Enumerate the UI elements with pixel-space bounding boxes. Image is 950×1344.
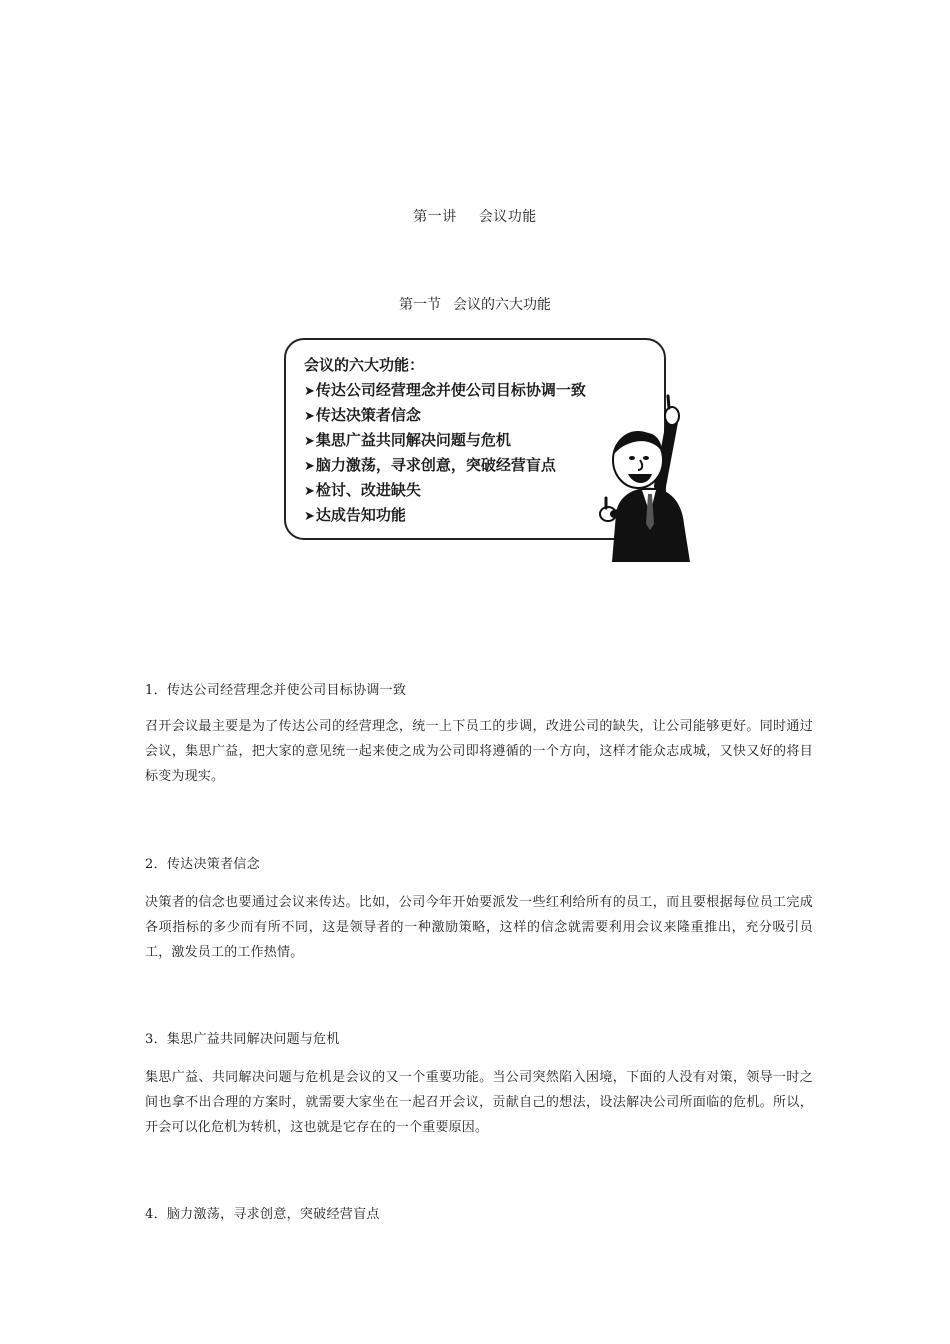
section-heading-2: 2．传达决策者信念 <box>145 857 260 872</box>
six-functions-illustration <box>280 336 700 562</box>
arrow-bullet-icon: ➤ <box>304 484 315 499</box>
section-heading-4: 4．脑力激荡，寻求创意，突破经营盲点 <box>145 1207 380 1222</box>
section-paragraph-1: 召开会议最主要是为了传达公司的经营理念，统一上下员工的步调，改进公司的缺失，让公司能够更好。同时通过会议，集思广益，把大家的意见统一起来使之成为公司即将遵循的一个方向，这样才能众志成城，又快又好的将目标变为现实。 <box>145 719 813 784</box>
section-title <box>0 294 950 314</box>
bubble-title: 会议的六大功能： <box>304 356 425 374</box>
bubble-list-item: ➤集思广益共同解决问题与危机 <box>304 428 586 453</box>
bubble-list-item: ➤传达公司经营理念并使公司目标协调一致 <box>304 378 586 403</box>
lecture-number: 第一讲 <box>413 209 457 225</box>
arrow-bullet-icon: ➤ <box>304 434 315 449</box>
arrow-bullet-icon: ➤ <box>304 459 315 474</box>
arrow-bullet-icon: ➤ <box>304 384 315 399</box>
section-number: 第一节 <box>399 297 441 313</box>
bubble-list <box>304 378 586 528</box>
lecture-name: 会议功能 <box>478 209 537 225</box>
bubble-list-item: ➤检讨、改进缺失 <box>304 478 586 503</box>
cartoon-businessman-pointing-icon <box>598 394 702 562</box>
section-name: 会议的六大功能 <box>453 297 551 313</box>
arrow-bullet-icon: ➤ <box>304 509 315 524</box>
bubble-list-item: ➤传达决策者信念 <box>304 403 586 428</box>
section-heading-3: 3．集思广益共同解决问题与危机 <box>145 1032 340 1047</box>
bubble-list-item: ➤脑力激荡，寻求创意，突破经营盲点 <box>304 453 586 478</box>
bubble-list-item: ➤达成告知功能 <box>304 503 586 528</box>
arrow-bullet-icon: ➤ <box>304 409 315 424</box>
section-paragraph-2: 决策者的信念也要通过会议来传达。比如，公司今年开始要派发一些红利给所有的员工，而且要根据每位员工完成各项指标的多少而有所不同，这是领导者的一种激励策略，这样的信念就需要利用会议来隆重推出，充分吸引员工，激发员工的工作热情。 <box>145 895 813 960</box>
section-heading-1: 1．传达公司经营理念并使公司目标协调一致 <box>145 683 407 698</box>
section-paragraph-3: 集思广益、共同解决问题与危机是会议的又一个重要功能。当公司突然陷入困境，下面的人没有对策，领导一时之间也拿不出合理的方案时，就需要大家坐在一起召开会议，贡献自己的想法，设法解决公司所面临的危机。所以，开会可以化危机为转机，这也就是它存在的一个重要原因。 <box>145 1070 813 1135</box>
lecture-title <box>0 206 950 226</box>
